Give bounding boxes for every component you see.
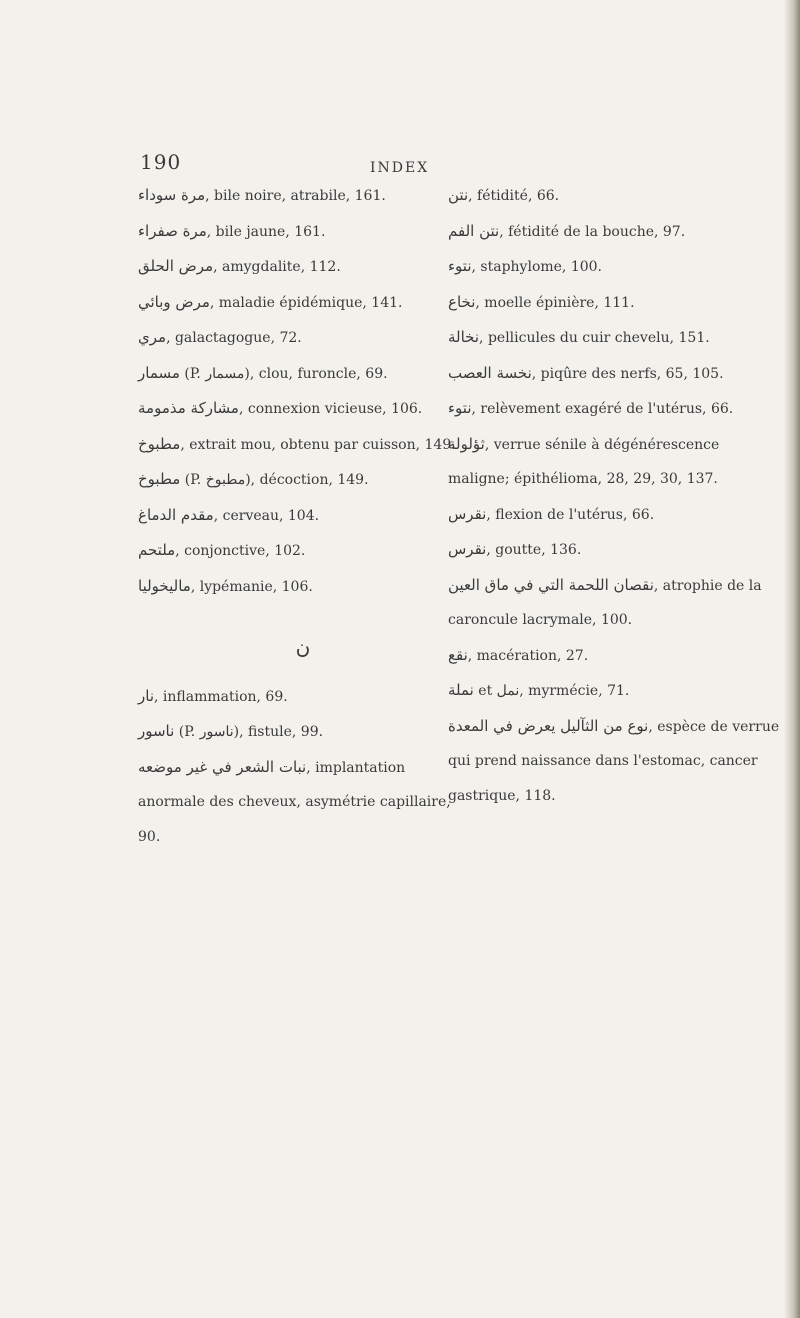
index-entry (448, 497, 783, 533)
entry-text: , verrue sénile à dégénérescence maligne; épithélioma, 28, 29, 30, 137. (448, 436, 720, 487)
entry-text: , fétidité de la bouche, 97. (499, 223, 686, 240)
entry-text: , atrophie de la caroncule lacrymale, 100. (448, 577, 762, 628)
index-entry (138, 249, 468, 285)
arabic-term: نقصان اللحمة التي في ماق العين (448, 575, 654, 594)
index-entry (448, 214, 783, 250)
index-entry (138, 462, 468, 498)
index-entry (138, 320, 468, 356)
entry-text: , piqûre des nerfs, 65, 105. (531, 365, 724, 382)
arabic-term: مقدم الدماغ (138, 505, 214, 524)
page-edge-shadow (784, 0, 800, 1318)
arabic-term: نملة (448, 681, 474, 699)
arabic-term: مطبوخ (138, 470, 181, 488)
entry-text: et نمل, myrmécie, 71. (473, 683, 630, 699)
arabic-term: مرة صفراء (138, 221, 207, 240)
arabic-term: مري (138, 328, 167, 346)
arabic-term: نقرس (448, 540, 487, 558)
index-entry (138, 533, 468, 569)
index-entry (138, 498, 468, 534)
arabic-term: ناسور (138, 722, 175, 740)
entry-text: (P. مسمار), clou, furoncle, 69. (179, 365, 388, 382)
arabic-term: نخسة العصب (448, 363, 532, 382)
index-entry (448, 356, 783, 392)
entry-text: , flexion de l'utérus, 66. (486, 506, 655, 523)
index-entry (448, 673, 783, 709)
entry-text: , relèvement exagéré de l'utérus, 66. (471, 401, 734, 417)
arabic-term: مرض وبائي (138, 292, 210, 311)
arabic-term: نخاع (448, 292, 476, 311)
index-entry (138, 178, 468, 214)
index-entry (138, 569, 468, 605)
arabic-term: مسمار (138, 363, 180, 382)
entry-text: , conjonctive, 102. (175, 543, 306, 559)
arabic-term: ماليخوليا (138, 576, 191, 595)
entry-text: , inflammation, 69. (154, 688, 288, 705)
entry-text: , bile noire, atrabile, 161. (205, 188, 386, 204)
index-entry (138, 391, 468, 427)
right-column (448, 178, 783, 813)
arabic-term: مرة سوداء (138, 186, 206, 204)
index-entry (448, 178, 783, 214)
entry-text: , implantation anormale des cheveux, asymétrie capillaire, 90. (138, 759, 451, 845)
index-entry (138, 285, 468, 321)
entry-text: , connexion vicieuse, 106. (238, 401, 423, 417)
entry-text: , lypémanie, 106. (190, 578, 313, 595)
entry-text: , cerveau, 104. (213, 507, 320, 524)
index-entry (448, 249, 783, 285)
left-column (138, 178, 468, 854)
entry-text: , pellicules du cuir chevelu, 151. (479, 330, 710, 346)
arabic-term: مطبوخ (138, 434, 181, 453)
arabic-term: نتوء (448, 399, 472, 417)
entry-text: , fétidité, 66. (468, 188, 560, 204)
index-entry (138, 714, 468, 750)
index-entry (448, 568, 783, 638)
entry-text: , moelle épinière, 111. (475, 294, 635, 311)
arabic-term: نقع (448, 645, 468, 664)
entry-text: , macération, 27. (467, 647, 589, 664)
page-number: 190 (140, 150, 182, 174)
index-entry (448, 391, 783, 427)
arabic-term: مرض الحلق (138, 257, 214, 275)
arabic-term: نقرس (448, 504, 487, 523)
index-entry (138, 750, 468, 855)
running-head: INDEX (370, 160, 430, 176)
index-entry (448, 320, 783, 356)
arabic-term: نتوء (448, 257, 472, 275)
arabic-term: نتن الفم (448, 221, 500, 240)
arabic-term: نبات الشعر في غير موضعه (138, 757, 307, 776)
arabic-term: ملتحم (138, 541, 176, 559)
index-entry (138, 356, 468, 392)
arabic-term: نار (138, 686, 154, 705)
entry-text: , espèce de verrue qui prend naissance dans l'estomac, cancer gastrique, 118. (448, 718, 780, 804)
arabic-term: مشاركة مذمومة (138, 399, 239, 417)
arabic-term: نوع من الثآليل يعرض في المعدة (448, 716, 649, 735)
index-entry (448, 285, 783, 321)
entry-text: , amygdalite, 112. (213, 259, 341, 275)
index-entry (448, 638, 783, 674)
entry-text: , staphylome, 100. (471, 259, 602, 275)
arabic-term: ثؤلولة (448, 434, 485, 453)
entry-text: , maladie épidémique, 141. (209, 294, 403, 311)
entry-text: (P. مطبوخ), décoction, 149. (180, 472, 369, 488)
entry-text: , bile jaune, 161. (206, 223, 326, 240)
index-entry (138, 679, 468, 715)
index-entry (448, 427, 783, 497)
entry-text: , goutte, 136. (486, 542, 582, 558)
arabic-term: نخالة (448, 328, 480, 346)
index-entry (448, 709, 783, 814)
entry-text: (P. ناسور), fistule, 99. (174, 724, 324, 740)
entry-text: , galactagogue, 72. (166, 330, 302, 346)
arabic-term: نتن (448, 186, 469, 204)
section-letter: ن (295, 635, 311, 659)
index-entry (138, 214, 468, 250)
index-entry (138, 427, 468, 463)
index-entry (448, 532, 783, 568)
entry-text: , extrait mou, obtenu par cuisson, 149. (180, 436, 456, 453)
